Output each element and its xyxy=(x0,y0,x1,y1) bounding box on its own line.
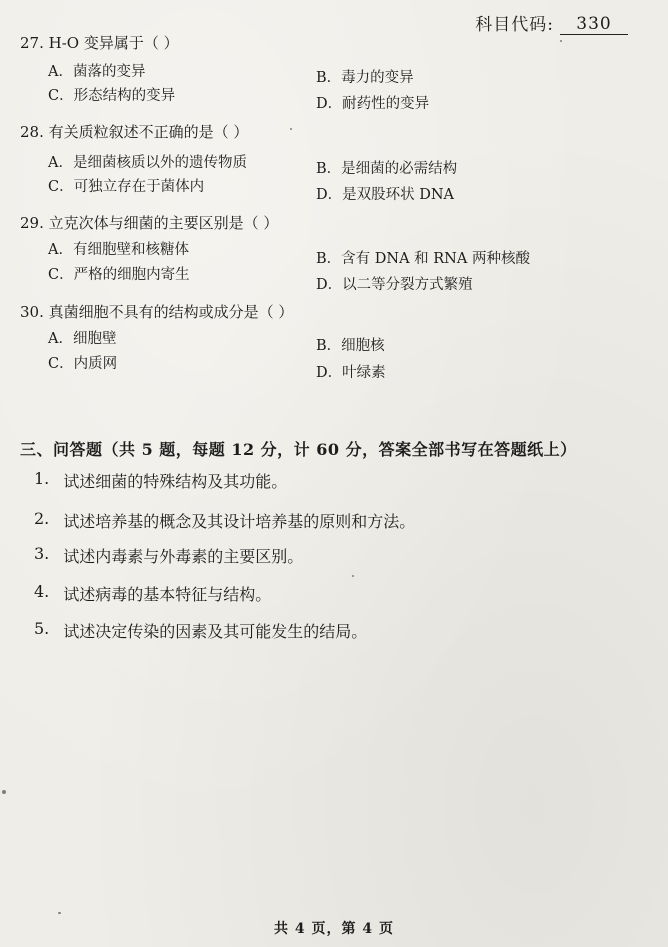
short-answer-item-3 xyxy=(34,544,303,567)
short-answer-text: 试述培养基的概念及其设计培养基的原则和方法。 xyxy=(63,512,416,531)
question-29-stem: 29. 立克次体与细菌的主要区别是（ ） xyxy=(20,214,279,232)
short-answer-text: 试述病毒的基本特征与结构。 xyxy=(63,585,272,604)
question-28-stem: 28. 有关质粒叙述不正确的是（ ） xyxy=(20,123,249,141)
short-answer-number: 1. xyxy=(34,469,50,488)
question-30-option-a: A．细胞壁 xyxy=(48,331,117,347)
subject-code-header xyxy=(475,10,628,35)
short-answer-number: 2. xyxy=(34,509,50,528)
page-footer: 共 4 页，第 4 页 xyxy=(274,921,394,937)
short-answer-item-1 xyxy=(34,469,287,492)
short-answer-item-5 xyxy=(34,619,367,642)
short-answer-item-4 xyxy=(34,582,271,605)
short-answer-number: 5. xyxy=(34,619,50,638)
scan-speck xyxy=(290,128,292,130)
scan-speck xyxy=(58,912,61,914)
question-27-stem: 27. H-O 变异属于（ ） xyxy=(20,34,179,52)
scan-speck xyxy=(2,790,6,794)
short-answer-text: 试述内毒素与外毒素的主要区别。 xyxy=(63,547,304,566)
short-answer-text: 试述决定传染的因素及其可能发生的结局。 xyxy=(63,622,368,641)
question-28-option-b: B．是细菌的必需结构 xyxy=(316,161,458,177)
question-28-option-a: A．是细菌核质以外的遗传物质 xyxy=(48,155,247,171)
question-29-option-a: A．有细胞壁和核糖体 xyxy=(48,242,189,258)
question-29-option-c: C．严格的细胞内寄生 xyxy=(48,267,190,283)
question-30-stem: 30. 真菌细胞不具有的结构或成分是（ ） xyxy=(20,303,294,321)
question-27-option-d: D．耐药性的变异 xyxy=(316,96,430,112)
question-27-option-b: B．毒力的变异 xyxy=(316,70,414,86)
question-28-option-c: C．可独立存在于菌体内 xyxy=(48,179,205,195)
question-30-option-c: C．内质网 xyxy=(48,356,118,372)
subject-code-value: 330 xyxy=(560,14,628,35)
subject-code-label: 科目代码: xyxy=(475,15,554,35)
section-3-title: 三、问答题（共 5 题，每题 12 分，计 60 分，答案全部书写在答题纸上） xyxy=(20,440,577,459)
question-27-option-a: A．菌落的变异 xyxy=(48,64,146,80)
short-answer-number: 4. xyxy=(34,582,50,601)
question-27-option-c: C．形态结构的变异 xyxy=(48,88,176,104)
question-30-option-b: B．细胞核 xyxy=(316,338,385,354)
scan-speck xyxy=(560,40,562,42)
question-29-option-b: B．含有 DNA 和 RNA 两种核酸 xyxy=(316,251,530,267)
short-answer-text: 试述细菌的特殊结构及其功能。 xyxy=(63,472,288,491)
question-30-option-d: D．叶绿素 xyxy=(316,365,386,381)
scan-speck xyxy=(352,575,354,577)
question-29-option-d: D．以二等分裂方式繁殖 xyxy=(316,277,473,293)
short-answer-item-2 xyxy=(34,509,415,532)
question-28-option-d: D．是双股环状 DNA xyxy=(316,187,455,203)
short-answer-number: 3. xyxy=(34,544,50,563)
